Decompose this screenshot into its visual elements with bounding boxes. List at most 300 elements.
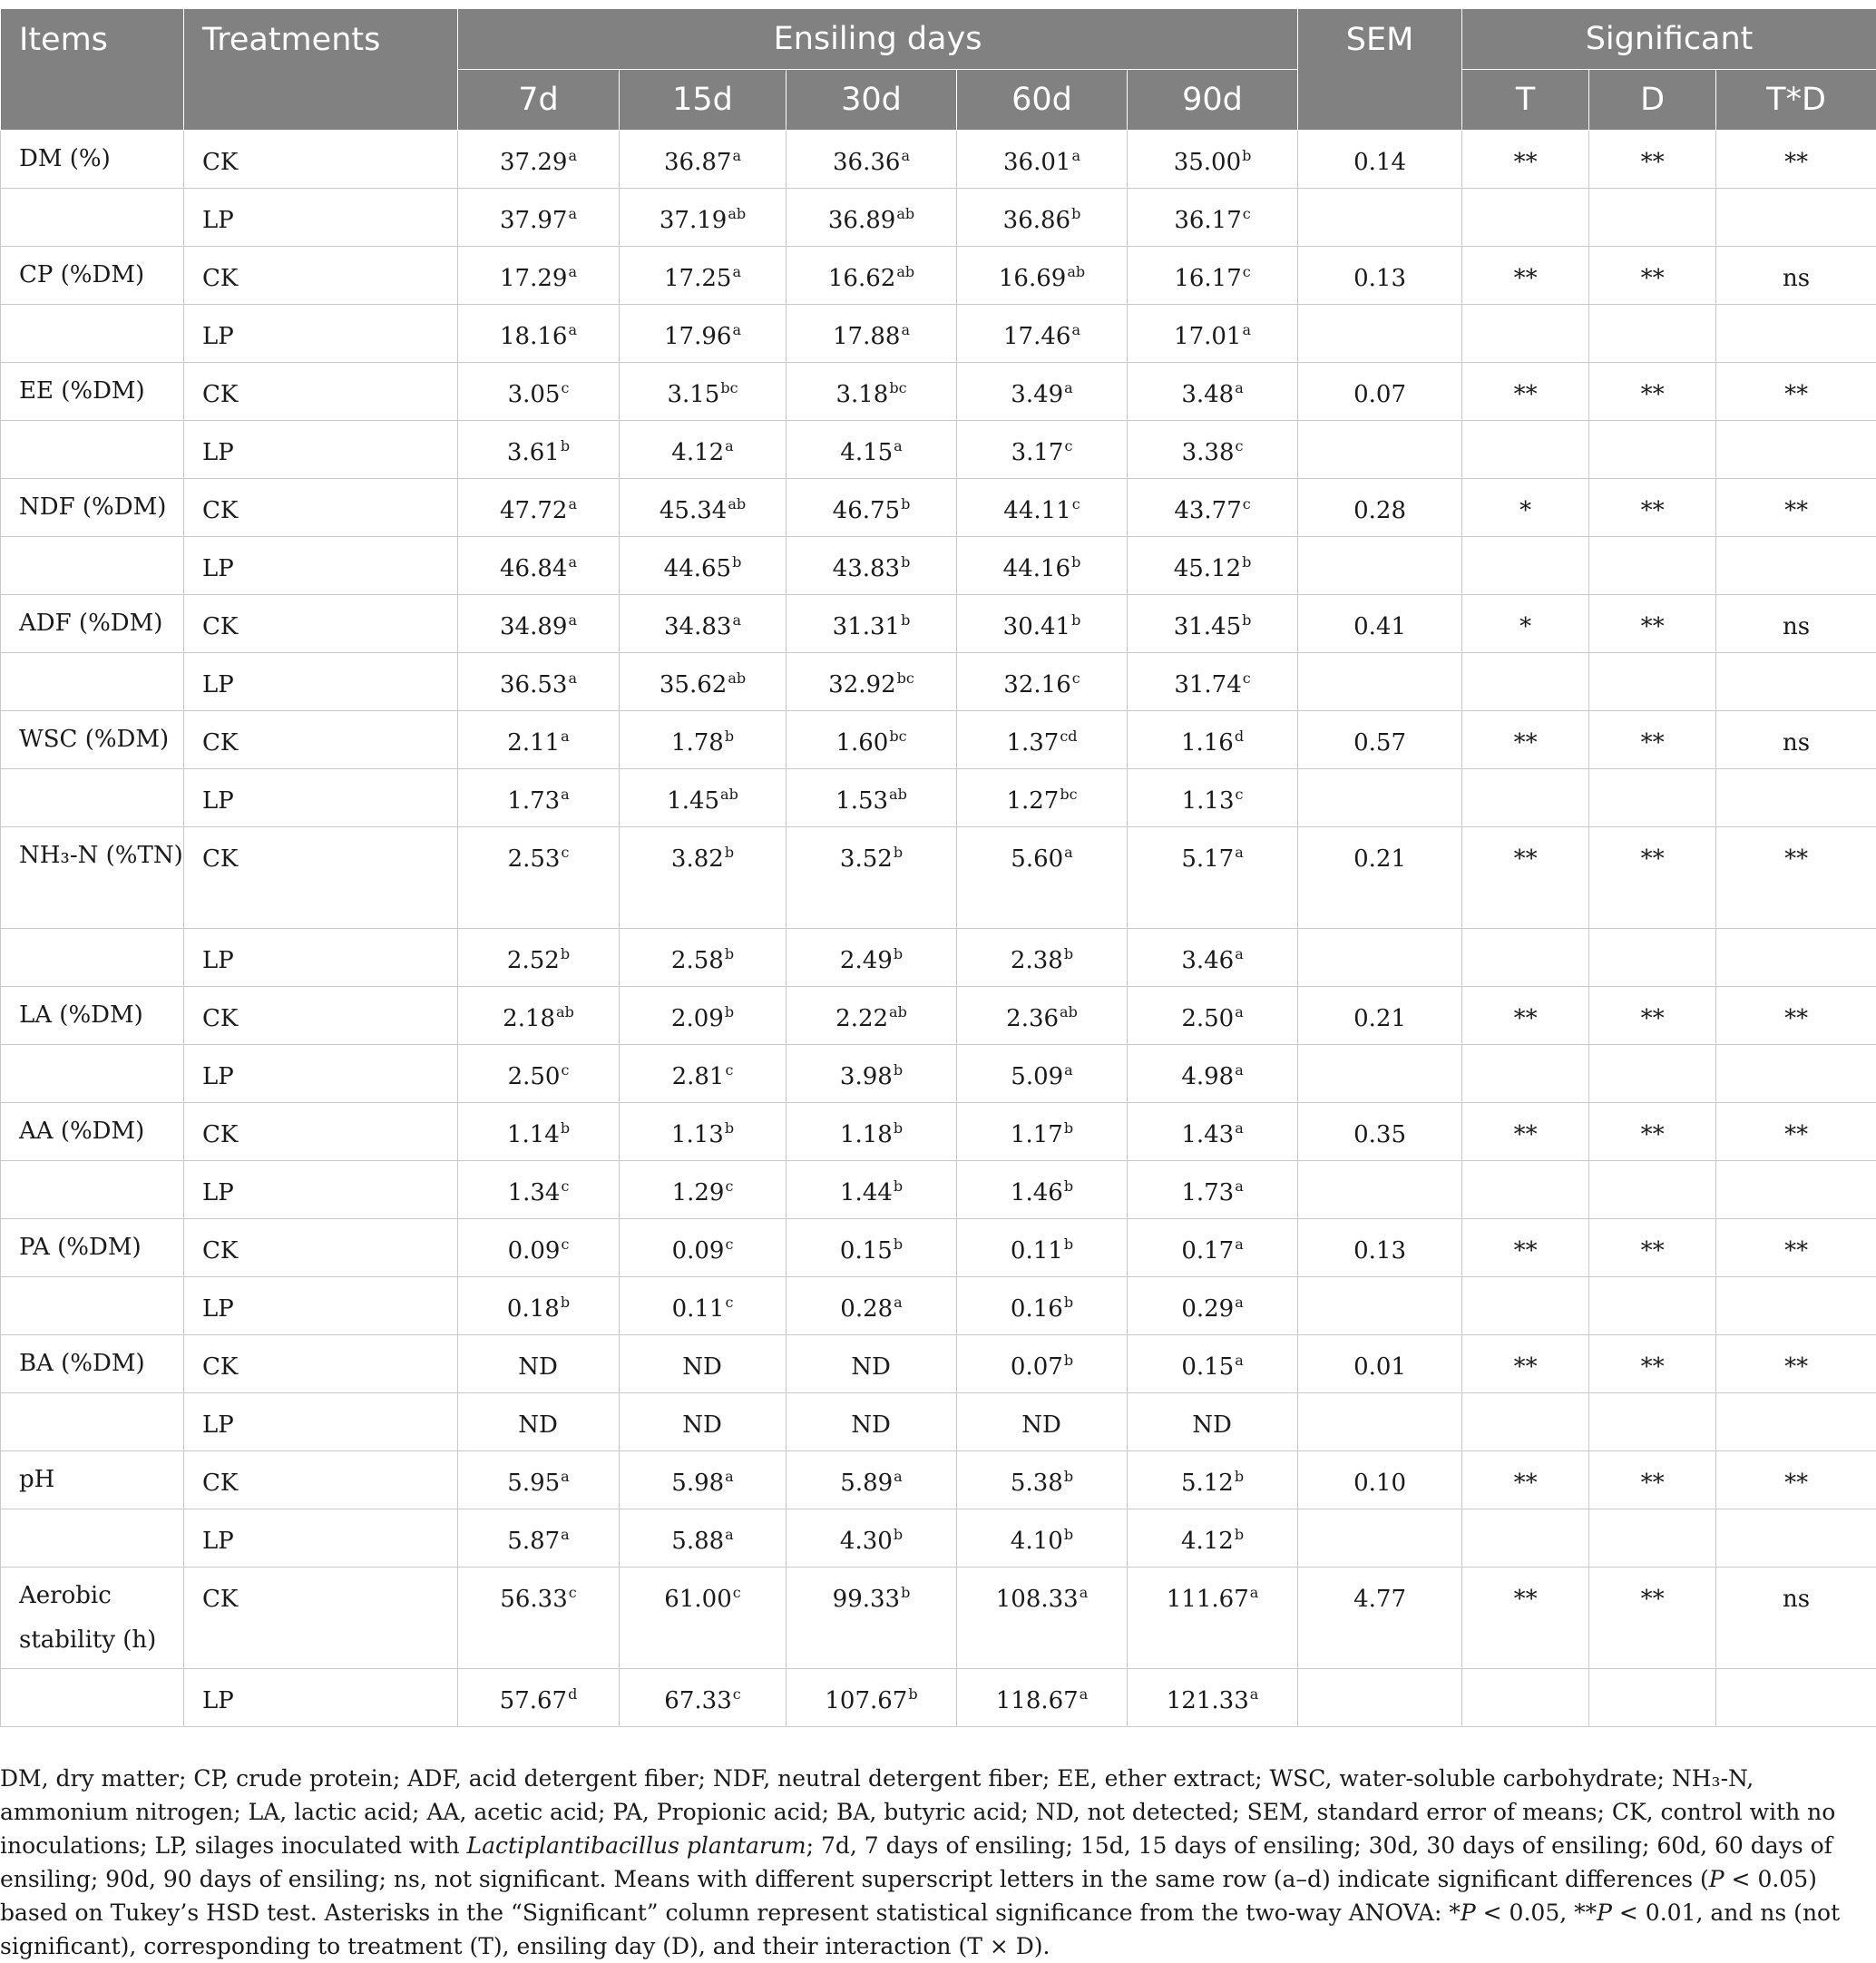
treatment-cell: [184, 1567, 458, 1669]
significance-letter: bc: [897, 669, 914, 687]
value-cell: [1128, 247, 1298, 305]
value-cell-text: 0.09$^c$: [620, 1219, 786, 1265]
significance-letter: b: [1064, 1468, 1073, 1485]
sem-cell-text: 0.01: [1298, 1335, 1461, 1382]
significance-cell-text: **: [1462, 827, 1588, 874]
sem-cell: [1298, 595, 1462, 653]
value-cell: [1128, 1161, 1298, 1219]
significance-cell-text: **: [1589, 1103, 1715, 1149]
value-cell-text: 1.29$^c$: [620, 1161, 786, 1207]
value-cell-text: 46.75$^b$: [787, 479, 956, 525]
treatment-cell-text: LP: [202, 1393, 457, 1440]
significance-letter: a: [732, 611, 741, 629]
treatment-cell-text: LP: [202, 1161, 457, 1207]
value-cell: [957, 1669, 1128, 1727]
value-cell: [1128, 769, 1298, 827]
value-cell-text: 32.92$^{bc}$: [787, 653, 956, 699]
sem-cell: [1298, 987, 1462, 1045]
treatment-cell-text: LP: [202, 1509, 457, 1556]
value-cell-text: 0.15$^a$: [1128, 1335, 1297, 1382]
significance-letter: a: [568, 495, 577, 513]
value-cell: [957, 131, 1128, 189]
table-row: [1, 305, 1876, 363]
significance-cell-text: **: [1716, 827, 1876, 874]
significance-cell: [1462, 827, 1589, 929]
item-cell-text: LA (%DM): [19, 987, 183, 1038]
value-cell: [787, 1393, 957, 1451]
significance-letter: b: [908, 1685, 917, 1703]
value-cell-text: 46.84$^a$: [458, 537, 619, 583]
value-cell-text: 1.13$^c$: [1128, 769, 1297, 815]
significance-cell: [1716, 1669, 1876, 1727]
footnote-text: < 0.05) based on Tukey’s HSD test. Asterisks in the “Significant” column represent statistical significance from the two-way ANOVA: *: [0, 1866, 1817, 1926]
significance-cell-text: **: [1716, 1335, 1876, 1382]
value-cell: [1128, 1335, 1298, 1393]
value-cell: [957, 1451, 1128, 1509]
value-cell-text: 36.86$^b$: [957, 189, 1127, 235]
value-cell: [957, 479, 1128, 537]
significance-cell-text: [1716, 537, 1876, 555]
sem-cell: [1298, 1161, 1462, 1219]
treatment-cell: [184, 247, 458, 305]
significance-letter: a: [1250, 1685, 1259, 1703]
value-cell-text: 3.82$^b$: [620, 827, 786, 874]
value-cell: [620, 1277, 787, 1335]
significance-letter: b: [1235, 1468, 1244, 1485]
value-cell-text: 43.83$^b$: [787, 537, 956, 583]
significance-letter: ab: [728, 205, 746, 222]
value-cell-text: 1.60$^{bc}$: [787, 711, 956, 757]
silage-quality-table: [0, 8, 1876, 1727]
value-cell: [957, 827, 1128, 929]
footnote-p: P: [1709, 1866, 1725, 1892]
significance-cell: [1462, 1393, 1589, 1451]
value-cell: [620, 1045, 787, 1103]
treatment-cell: [184, 305, 458, 363]
significance-cell-text: **: [1716, 1103, 1876, 1149]
col-header-significant: Significant: [1462, 9, 1876, 70]
value-cell: [787, 189, 957, 247]
sem-cell: [1298, 1219, 1462, 1277]
significance-cell-text: **: [1589, 1335, 1715, 1382]
item-cell-text: [19, 1161, 183, 1167]
treatment-cell: [184, 189, 458, 247]
item-cell: [1, 1335, 184, 1393]
item-cell-text: pH: [19, 1451, 183, 1502]
value-cell-text: 5.60$^a$: [957, 827, 1127, 874]
significance-cell: [1462, 1669, 1589, 1727]
item-cell-text: Aerobic stability (h): [19, 1567, 183, 1663]
significance-letter: c: [733, 1584, 741, 1601]
value-cell-text: 36.53$^a$: [458, 653, 619, 699]
item-cell: [1, 421, 184, 479]
significance-cell: [1716, 1509, 1876, 1567]
significance-letter: c: [1243, 495, 1251, 513]
treatment-cell: [184, 1451, 458, 1509]
table-row: [1, 479, 1876, 537]
treatment-cell-text: LP: [202, 929, 457, 975]
item-cell: [1, 1393, 184, 1451]
treatment-cell-text: LP: [202, 537, 457, 583]
value-cell: [1128, 1393, 1298, 1451]
value-cell-text: 1.27$^{bc}$: [957, 769, 1127, 815]
value-cell: [787, 1219, 957, 1277]
value-cell-text: 43.77$^c$: [1128, 479, 1297, 525]
treatment-cell: [184, 1335, 458, 1393]
treatment-cell-text: LP: [202, 305, 457, 351]
significance-cell: [1462, 537, 1589, 595]
value-cell-text: 36.36$^a$: [787, 131, 956, 177]
value-cell-text: 0.11$^c$: [620, 1277, 786, 1323]
col-header-sig-d: D: [1589, 70, 1716, 131]
item-cell-text: ADF (%DM): [19, 595, 183, 646]
significance-letter: b: [561, 945, 570, 962]
treatment-cell: [184, 653, 458, 711]
significance-cell-text: **: [1462, 711, 1588, 757]
significance-cell-text: [1462, 1277, 1588, 1295]
value-cell-text: 56.33$^c$: [458, 1567, 619, 1614]
sem-cell-text: 0.41: [1298, 595, 1461, 641]
significance-letter: c: [561, 1235, 569, 1253]
significance-cell-text: [1589, 1669, 1715, 1687]
value-cell-text: 1.17$^b$: [957, 1103, 1127, 1149]
value-cell-text: 36.89$^{ab}$: [787, 189, 956, 235]
table-row: [1, 1393, 1876, 1451]
value-cell-text: 5.88$^a$: [620, 1509, 786, 1556]
value-cell: [620, 929, 787, 987]
value-cell-text: 1.44$^b$: [787, 1161, 956, 1207]
value-cell: [787, 929, 957, 987]
value-cell: [787, 711, 957, 769]
table-row: [1, 827, 1876, 929]
value-cell-text: 107.67$^b$: [787, 1669, 956, 1715]
value-cell: [620, 131, 787, 189]
value-cell: [458, 363, 620, 421]
significance-cell-text: [1462, 1669, 1588, 1687]
value-cell-text: 18.16$^a$: [458, 305, 619, 351]
significance-letter: b: [725, 1119, 734, 1137]
significance-letter: a: [568, 263, 577, 280]
col-header-sig-t: T: [1462, 70, 1589, 131]
sem-cell-text: 0.10: [1298, 1451, 1461, 1498]
significance-letter: a: [1071, 147, 1080, 164]
treatment-cell: [184, 929, 458, 987]
significance-letter: b: [894, 1119, 903, 1137]
value-cell-text: 2.53$^c$: [458, 827, 619, 874]
value-cell-text: ND: [787, 1393, 956, 1440]
significance-letter: b: [1064, 1119, 1073, 1137]
significance-letter: a: [901, 147, 910, 164]
significance-letter: c: [1235, 786, 1243, 803]
significance-letter: a: [1235, 945, 1244, 962]
value-cell: [1128, 363, 1298, 421]
significance-letter: b: [725, 945, 734, 962]
sem-cell-text: [1298, 189, 1461, 207]
significance-letter: a: [1250, 1584, 1259, 1601]
significance-cell: [1462, 595, 1589, 653]
sem-cell: [1298, 769, 1462, 827]
value-cell: [620, 1335, 787, 1393]
value-cell-text: 30.41$^b$: [957, 595, 1127, 641]
value-cell-text: 2.52$^b$: [458, 929, 619, 975]
value-cell-text: 17.88$^a$: [787, 305, 956, 351]
significance-cell-text: **: [1589, 131, 1715, 177]
value-cell-text: 4.30$^b$: [787, 1509, 956, 1556]
value-cell-text: 36.87$^a$: [620, 131, 786, 177]
item-cell: [1, 1161, 184, 1219]
significance-cell-text: [1716, 1509, 1876, 1528]
sem-cell-text: [1298, 305, 1461, 323]
significance-letter: a: [732, 321, 741, 338]
value-cell-text: 0.15$^b$: [787, 1219, 956, 1265]
value-cell: [787, 1509, 957, 1567]
value-cell-text: 17.96$^a$: [620, 305, 786, 351]
significance-letter: a: [725, 1526, 734, 1543]
significance-cell: [1589, 1219, 1716, 1277]
treatment-cell: [184, 479, 458, 537]
significance-letter: b: [1064, 945, 1073, 962]
significance-cell-text: [1589, 537, 1715, 555]
item-cell: [1, 1277, 184, 1335]
significance-cell-text: [1716, 421, 1876, 439]
treatment-cell: [184, 987, 458, 1045]
significance-cell-text: [1589, 929, 1715, 947]
significance-cell-text: [1589, 189, 1715, 207]
value-cell: [787, 653, 957, 711]
treatment-cell-text: LP: [202, 653, 457, 699]
value-cell-text: 5.89$^a$: [787, 1451, 956, 1498]
value-cell: [787, 1451, 957, 1509]
significance-cell: [1589, 1277, 1716, 1335]
value-cell: [1128, 1219, 1298, 1277]
value-cell-text: 31.45$^b$: [1128, 595, 1297, 641]
significance-letter: b: [894, 844, 903, 861]
treatment-cell: [184, 537, 458, 595]
value-cell: [1128, 827, 1298, 929]
significance-letter: b: [894, 1061, 903, 1079]
significance-letter: a: [1235, 1177, 1244, 1195]
value-cell: [957, 711, 1128, 769]
item-cell-text: [19, 189, 183, 195]
value-cell: [787, 1161, 957, 1219]
value-cell: [787, 363, 957, 421]
significance-cell: [1462, 1509, 1589, 1567]
significance-letter: a: [1235, 1235, 1244, 1253]
significance-cell: [1716, 1451, 1876, 1509]
significance-cell: [1716, 421, 1876, 479]
significance-cell-text: [1716, 1669, 1876, 1687]
significance-letter: b: [1064, 1235, 1073, 1253]
significance-letter: a: [568, 205, 577, 222]
treatment-cell: [184, 421, 458, 479]
value-cell: [458, 1161, 620, 1219]
significance-letter: b: [725, 728, 734, 745]
value-cell: [620, 1669, 787, 1727]
significance-letter: a: [1242, 321, 1251, 338]
value-cell-text: 1.16$^d$: [1128, 711, 1297, 757]
item-cell-text: EE (%DM): [19, 363, 183, 414]
value-cell-text: 118.67$^a$: [957, 1669, 1127, 1715]
value-cell: [957, 421, 1128, 479]
significance-cell-text: **: [1462, 363, 1588, 409]
significance-cell: [1462, 1335, 1589, 1393]
significance-cell: [1716, 827, 1876, 929]
table-row: [1, 247, 1876, 305]
value-cell: [787, 595, 957, 653]
value-cell: [787, 1567, 957, 1669]
significance-cell: [1716, 1567, 1876, 1669]
significance-cell: [1589, 1045, 1716, 1103]
value-cell: [458, 827, 620, 929]
value-cell: [1128, 1277, 1298, 1335]
significance-letter: a: [1071, 321, 1080, 338]
significance-cell-text: **: [1462, 1567, 1588, 1614]
significance-cell-text: [1716, 1045, 1876, 1063]
significance-letter: a: [568, 321, 577, 338]
significance-letter: b: [901, 553, 910, 571]
significance-letter: c: [1064, 437, 1072, 454]
footnote-text: < 0.01, and ns (not significant), corresponding to treatment (T), ensiling day (D), and their interaction (T × D).: [0, 1900, 1840, 1959]
significance-cell: [1589, 653, 1716, 711]
significance-cell-text: **: [1462, 1335, 1588, 1382]
value-cell-text: 2.81$^c$: [620, 1045, 786, 1091]
value-cell-text: 2.50$^c$: [458, 1045, 619, 1091]
significance-cell-text: **: [1716, 1451, 1876, 1498]
sem-cell: [1298, 1277, 1462, 1335]
value-cell-text: 3.52$^b$: [787, 827, 956, 874]
value-cell-text: 4.12$^b$: [1128, 1509, 1297, 1556]
item-cell: [1, 769, 184, 827]
treatment-cell: [184, 1669, 458, 1727]
value-cell-text: 2.50$^a$: [1128, 987, 1297, 1033]
value-cell: [1128, 189, 1298, 247]
significance-cell: [1716, 929, 1876, 987]
value-cell: [1128, 1045, 1298, 1103]
significance-cell: [1716, 769, 1876, 827]
significance-cell-text: [1716, 305, 1876, 323]
significance-cell-text: [1716, 929, 1876, 947]
col-header-ensiling-days: Ensiling days: [458, 9, 1298, 70]
significance-letter: a: [901, 321, 910, 338]
significance-cell: [1716, 987, 1876, 1045]
value-cell: [1128, 1103, 1298, 1161]
significance-letter: d: [1235, 728, 1244, 745]
significance-cell: [1716, 189, 1876, 247]
value-cell: [787, 131, 957, 189]
value-cell: [620, 1161, 787, 1219]
value-cell: [957, 987, 1128, 1045]
value-cell: [957, 1219, 1128, 1277]
significance-cell: [1589, 987, 1716, 1045]
significance-letter: a: [894, 1468, 903, 1485]
value-cell: [1128, 595, 1298, 653]
significance-letter: b: [1242, 147, 1251, 164]
value-cell-text: ND: [458, 1335, 619, 1382]
value-cell: [1128, 1509, 1298, 1567]
value-cell-text: 1.34$^c$: [458, 1161, 619, 1207]
value-cell-text: ND: [1128, 1393, 1297, 1440]
significance-letter: a: [1235, 1294, 1244, 1311]
significance-letter: c: [569, 1584, 577, 1601]
value-cell: [787, 479, 957, 537]
value-cell-text: 0.17$^a$: [1128, 1219, 1297, 1265]
treatment-cell: [184, 363, 458, 421]
sem-cell: [1298, 827, 1462, 929]
significance-cell: [1589, 711, 1716, 769]
significance-cell-text: **: [1462, 1451, 1588, 1498]
value-cell: [620, 769, 787, 827]
value-cell-text: 37.29$^a$: [458, 131, 619, 177]
significance-letter: ab: [728, 669, 746, 687]
significance-cell: [1589, 421, 1716, 479]
significance-letter: a: [1080, 1584, 1089, 1601]
item-cell: [1, 363, 184, 421]
treatment-cell-text: CK: [202, 827, 457, 874]
sem-cell: [1298, 247, 1462, 305]
significance-cell-text: **: [1462, 247, 1588, 293]
significance-cell: [1716, 1219, 1876, 1277]
sem-cell-text: 0.21: [1298, 987, 1461, 1033]
value-cell: [1128, 131, 1298, 189]
item-cell: [1, 1669, 184, 1727]
significance-cell-text: [1716, 1161, 1876, 1179]
significance-letter: b: [1071, 553, 1080, 571]
item-cell: [1, 1219, 184, 1277]
table-row: [1, 1669, 1876, 1727]
value-cell-text: 4.12$^a$: [620, 421, 786, 467]
value-cell: [957, 1045, 1128, 1103]
significance-cell-text: [1462, 653, 1588, 671]
value-cell: [957, 247, 1128, 305]
value-cell-text: 1.78$^b$: [620, 711, 786, 757]
significance-letter: c: [1072, 495, 1080, 513]
treatment-cell: [184, 1103, 458, 1161]
treatment-cell-text: CK: [202, 711, 457, 757]
value-cell: [458, 479, 620, 537]
significance-cell-text: [1462, 1045, 1588, 1063]
value-cell: [1128, 929, 1298, 987]
value-cell: [620, 189, 787, 247]
significance-letter: c: [725, 1061, 733, 1079]
significance-letter: c: [561, 379, 569, 396]
value-cell-text: 121.33$^a$: [1128, 1669, 1297, 1715]
value-cell-text: 32.16$^c$: [957, 653, 1127, 699]
value-cell: [620, 1103, 787, 1161]
treatment-cell-text: LP: [202, 1045, 457, 1091]
significance-cell: [1716, 363, 1876, 421]
sem-cell: [1298, 1045, 1462, 1103]
significance-letter: bc: [720, 379, 738, 396]
value-cell: [458, 711, 620, 769]
significance-cell: [1462, 479, 1589, 537]
value-cell-text: 1.18$^b$: [787, 1103, 956, 1149]
value-cell: [458, 1669, 620, 1727]
treatment-cell-text: CK: [202, 247, 457, 293]
significance-cell: [1462, 987, 1589, 1045]
significance-cell: [1462, 247, 1589, 305]
sem-cell-text: [1298, 537, 1461, 555]
value-cell: [620, 421, 787, 479]
significance-letter: b: [1064, 1526, 1073, 1543]
significance-cell-text: **: [1589, 1451, 1715, 1498]
significance-cell: [1589, 1509, 1716, 1567]
value-cell-text: ND: [957, 1393, 1127, 1440]
sem-cell-text: [1298, 1161, 1461, 1179]
value-cell: [957, 929, 1128, 987]
significance-cell: [1589, 929, 1716, 987]
value-cell: [458, 1277, 620, 1335]
value-cell-text: 1.13$^b$: [620, 1103, 786, 1149]
